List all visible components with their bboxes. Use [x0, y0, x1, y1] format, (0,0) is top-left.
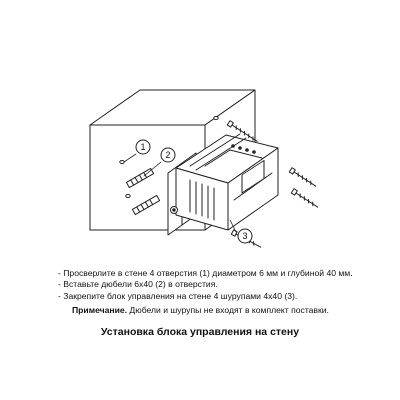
instruction-step: - Просверлите в стене 4 отверстия (1) диаметром 6 мм и глубиной 40 мм. — [58, 268, 353, 278]
note-text: Дюбели и шурупы не входят в комплект поставки. — [127, 305, 329, 315]
instruction-list — [58, 268, 388, 302]
figure-caption: Установка блока управления на стену — [100, 326, 300, 338]
callout-3: 3 — [242, 231, 248, 241]
note — [72, 305, 329, 315]
callout-2: 2 — [165, 150, 171, 160]
instruction-step: - Вставьте дюбели 6x40 (2) в отверстия. — [58, 279, 218, 290]
instruction-step: - Закрепите блок управления на стене 4 шурупами 4x40 (3). — [58, 290, 298, 301]
callout-1: 1 — [140, 142, 146, 152]
note-label: Примечание. — [72, 305, 128, 315]
